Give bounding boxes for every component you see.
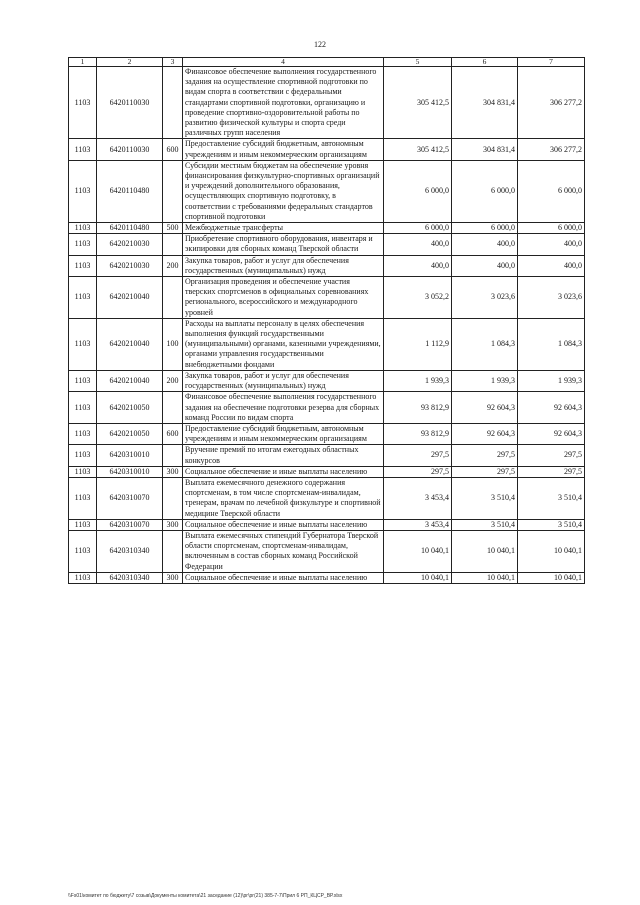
item-name-cell: Выплата ежемесячных стипендий Губернатора Тверской области спортсменам, спортсменам-инвалидам, включенным в состав сборных команд Российской Федерации <box>183 530 384 572</box>
column-header: 6 <box>452 58 518 67</box>
item-name-cell: Организация проведения и обеспечение участия тверских спортсменов в официальных соревнованиях регионального, всероссийского и международного уровней <box>183 277 384 319</box>
column-header: 7 <box>518 58 585 67</box>
amount-cell-year1: 10 040,1 <box>384 572 452 583</box>
amount-cell-year1: 400,0 <box>384 234 452 255</box>
table-row <box>69 139 585 160</box>
expense-type-cell <box>163 67 183 139</box>
section-cell: 1103 <box>69 277 97 319</box>
table-row <box>69 370 585 391</box>
amount-cell-year1: 1 939,3 <box>384 370 452 391</box>
amount-cell-year2: 1 084,3 <box>452 318 518 370</box>
target-code-cell: 6420210050 <box>97 392 163 424</box>
amount-cell-year2: 10 040,1 <box>452 530 518 572</box>
section-cell: 1103 <box>69 370 97 391</box>
expense-type-cell <box>163 530 183 572</box>
target-code-cell: 6420110030 <box>97 139 163 160</box>
amount-cell-year3: 6 000,0 <box>518 160 585 222</box>
target-code-cell: 6420210040 <box>97 318 163 370</box>
expense-type-cell: 300 <box>163 519 183 530</box>
amount-cell-year3: 400,0 <box>518 255 585 276</box>
amount-cell-year3: 10 040,1 <box>518 572 585 583</box>
expense-type-cell <box>163 160 183 222</box>
column-header: 3 <box>163 58 183 67</box>
expense-type-cell: 200 <box>163 255 183 276</box>
item-name-cell: Предоставление субсидий бюджетным, автономным учреждениям и иным некоммерческим организациям <box>183 423 384 444</box>
target-code-cell: 6420210030 <box>97 255 163 276</box>
section-cell: 1103 <box>69 530 97 572</box>
amount-cell-year2: 10 040,1 <box>452 572 518 583</box>
table-row <box>69 519 585 530</box>
expense-type-cell <box>163 277 183 319</box>
expense-type-cell: 600 <box>163 139 183 160</box>
table-row <box>69 255 585 276</box>
amount-cell-year2: 400,0 <box>452 255 518 276</box>
section-cell: 1103 <box>69 423 97 444</box>
section-cell: 1103 <box>69 223 97 234</box>
amount-cell-year1: 93 812,9 <box>384 423 452 444</box>
item-name-cell: Приобретение спортивного оборудования, инвентаря и экипировки для сборных команд Тверской области <box>183 234 384 255</box>
table-row <box>69 423 585 444</box>
amount-cell-year3: 306 277,2 <box>518 67 585 139</box>
amount-cell-year3: 3 510,4 <box>518 477 585 519</box>
item-name-cell: Социальное обеспечение и иные выплаты населению <box>183 519 384 530</box>
item-name-cell: Финансовое обеспечение выполнения государственного задания на обеспечение подготовки резерва для сборных команд России по видам спорта <box>183 392 384 424</box>
item-name-cell: Закупка товаров, работ и услуг для обеспечения государственных (муниципальных) нужд <box>183 255 384 276</box>
table-row <box>69 530 585 572</box>
target-code-cell: 6420210040 <box>97 277 163 319</box>
section-cell: 1103 <box>69 139 97 160</box>
amount-cell-year1: 305 412,5 <box>384 139 452 160</box>
amount-cell-year3: 10 040,1 <box>518 530 585 572</box>
target-code-cell: 6420210040 <box>97 370 163 391</box>
amount-cell-year1: 10 040,1 <box>384 530 452 572</box>
table-row <box>69 234 585 255</box>
amount-cell-year3: 1 939,3 <box>518 370 585 391</box>
target-code-cell: 6420210050 <box>97 423 163 444</box>
amount-cell-year1: 297,5 <box>384 445 452 466</box>
column-header: 5 <box>384 58 452 67</box>
expense-type-cell <box>163 477 183 519</box>
item-name-cell: Социальное обеспечение и иные выплаты населению <box>183 572 384 583</box>
amount-cell-year2: 304 831,4 <box>452 139 518 160</box>
item-name-cell: Предоставление субсидий бюджетным, автономным учреждениям и иным некоммерческим организациям <box>183 139 384 160</box>
amount-cell-year2: 1 939,3 <box>452 370 518 391</box>
amount-cell-year1: 400,0 <box>384 255 452 276</box>
target-code-cell: 6420310010 <box>97 466 163 477</box>
amount-cell-year2: 92 604,3 <box>452 423 518 444</box>
target-code-cell: 6420110480 <box>97 223 163 234</box>
item-name-cell: Расходы на выплаты персоналу в целях обеспечения выполнения функций государственными (муниципальными) органами, казенными учреждениями, органами управления государственными внебюджетными фондами <box>183 318 384 370</box>
header-row <box>69 58 585 67</box>
section-cell: 1103 <box>69 445 97 466</box>
target-code-cell: 6420110030 <box>97 67 163 139</box>
item-name-cell: Закупка товаров, работ и услуг для обеспечения государственных (муниципальных) нужд <box>183 370 384 391</box>
amount-cell-year2: 304 831,4 <box>452 67 518 139</box>
amount-cell-year2: 297,5 <box>452 445 518 466</box>
amount-cell-year2: 6 000,0 <box>452 223 518 234</box>
amount-cell-year1: 93 812,9 <box>384 392 452 424</box>
amount-cell-year2: 400,0 <box>452 234 518 255</box>
item-name-cell: Межбюджетные трансферты <box>183 223 384 234</box>
expense-type-cell <box>163 234 183 255</box>
section-cell: 1103 <box>69 318 97 370</box>
expense-type-cell: 200 <box>163 370 183 391</box>
target-code-cell: 6420310010 <box>97 445 163 466</box>
table-row <box>69 572 585 583</box>
table-row <box>69 466 585 477</box>
target-code-cell: 6420310340 <box>97 572 163 583</box>
expense-type-cell <box>163 392 183 424</box>
table-row <box>69 67 585 139</box>
section-cell: 1103 <box>69 67 97 139</box>
amount-cell-year2: 6 000,0 <box>452 160 518 222</box>
table-row <box>69 160 585 222</box>
amount-cell-year3: 400,0 <box>518 234 585 255</box>
section-cell: 1103 <box>69 234 97 255</box>
amount-cell-year2: 3 510,4 <box>452 477 518 519</box>
item-name-cell: Финансовое обеспечение выполнения государственного задания на осуществление спортивной подготовки по видам спорта в соответствии с федеральными стандартами спортивной подготовки, организацию и проведение спортивно-оздоровительной работы по развитию физической культуры и спорта среди различных групп населения <box>183 67 384 139</box>
amount-cell-year3: 6 000,0 <box>518 223 585 234</box>
section-cell: 1103 <box>69 392 97 424</box>
item-name-cell: Выплата ежемесячного денежного содержания спортсменам, в том числе спортсменам-инвалидам, тренерам, врачам по лечебной физкультуре и спортивной медицине Тверской области <box>183 477 384 519</box>
section-cell: 1103 <box>69 572 97 583</box>
target-code-cell: 6420310070 <box>97 477 163 519</box>
amount-cell-year1: 3 453,4 <box>384 519 452 530</box>
amount-cell-year2: 92 604,3 <box>452 392 518 424</box>
file-path-footer: \\Fs01\комитет по бюджету\7 созыв\Документы комитета\21 заседание (12)\рг\рг(21) 385-7-7\Прил 6 РП_КЦСР_ВР.xlsx <box>68 893 343 899</box>
item-name-cell: Социальное обеспечение и иные выплаты населению <box>183 466 384 477</box>
section-cell: 1103 <box>69 255 97 276</box>
column-header: 4 <box>183 58 384 67</box>
expense-type-cell <box>163 445 183 466</box>
amount-cell-year1: 1 112,9 <box>384 318 452 370</box>
column-header: 2 <box>97 58 163 67</box>
section-cell: 1103 <box>69 519 97 530</box>
amount-cell-year3: 306 277,2 <box>518 139 585 160</box>
table-row <box>69 477 585 519</box>
amount-cell-year1: 6 000,0 <box>384 160 452 222</box>
budget-table <box>68 57 585 584</box>
amount-cell-year3: 1 084,3 <box>518 318 585 370</box>
target-code-cell: 6420210030 <box>97 234 163 255</box>
table-row <box>69 318 585 370</box>
item-name-cell: Вручение премий по итогам ежегодных областных конкурсов <box>183 445 384 466</box>
table-row <box>69 277 585 319</box>
target-code-cell: 6420110480 <box>97 160 163 222</box>
amount-cell-year2: 297,5 <box>452 466 518 477</box>
section-cell: 1103 <box>69 466 97 477</box>
amount-cell-year1: 297,5 <box>384 466 452 477</box>
expense-type-cell: 300 <box>163 572 183 583</box>
amount-cell-year2: 3 510,4 <box>452 519 518 530</box>
amount-cell-year3: 92 604,3 <box>518 423 585 444</box>
page-number: 122 <box>314 40 326 49</box>
item-name-cell: Субсидии местным бюджетам на обеспечение уровня финансирования физкультурно-спортивных организаций и учреждений дополнительного образования, осуществляющих спортивную подготовку, в соответствии с требованиями федеральных стандартов спортивной подготовки <box>183 160 384 222</box>
amount-cell-year3: 297,5 <box>518 466 585 477</box>
table-row <box>69 445 585 466</box>
amount-cell-year1: 3 052,2 <box>384 277 452 319</box>
amount-cell-year3: 297,5 <box>518 445 585 466</box>
expense-type-cell: 500 <box>163 223 183 234</box>
section-cell: 1103 <box>69 477 97 519</box>
amount-cell-year3: 3 023,6 <box>518 277 585 319</box>
expense-type-cell: 100 <box>163 318 183 370</box>
table-row <box>69 392 585 424</box>
amount-cell-year2: 3 023,6 <box>452 277 518 319</box>
amount-cell-year1: 6 000,0 <box>384 223 452 234</box>
amount-cell-year3: 92 604,3 <box>518 392 585 424</box>
target-code-cell: 6420310340 <box>97 530 163 572</box>
section-cell: 1103 <box>69 160 97 222</box>
expense-type-cell: 600 <box>163 423 183 444</box>
amount-cell-year3: 3 510,4 <box>518 519 585 530</box>
column-header: 1 <box>69 58 97 67</box>
target-code-cell: 6420310070 <box>97 519 163 530</box>
amount-cell-year1: 3 453,4 <box>384 477 452 519</box>
table-row <box>69 223 585 234</box>
expense-type-cell: 300 <box>163 466 183 477</box>
amount-cell-year1: 305 412,5 <box>384 67 452 139</box>
